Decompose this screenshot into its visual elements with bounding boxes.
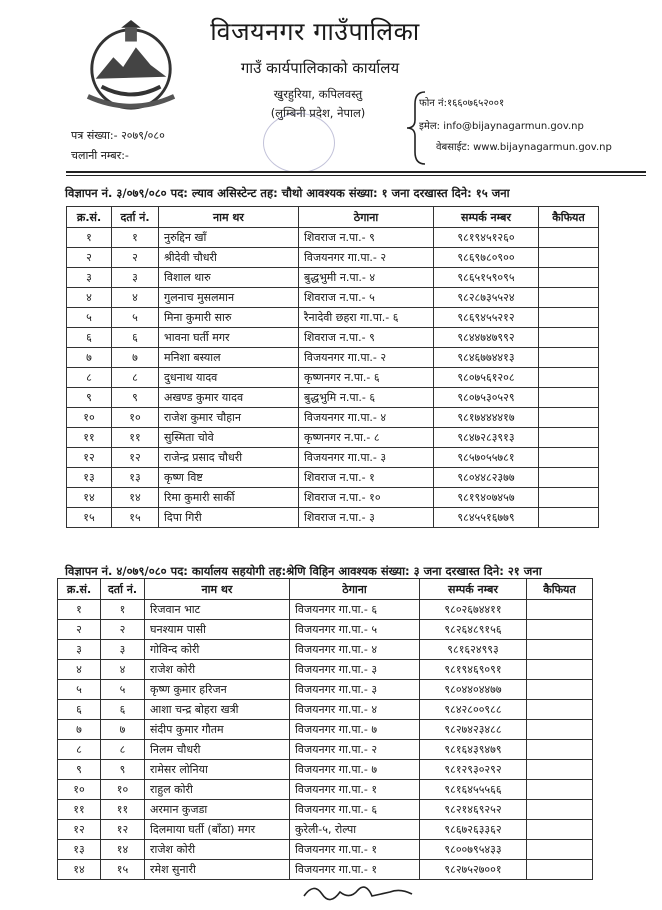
table-header-row — [58, 579, 593, 600]
table-cell: कुरेली-५, रोल्पा — [290, 820, 420, 840]
table-cell: १४ — [67, 488, 112, 508]
table-cell: रमेश सुनारी — [145, 860, 290, 880]
table-row — [58, 640, 593, 660]
table-body — [67, 228, 599, 528]
table-cell: कृष्ण कुमार हरिजन — [145, 680, 290, 700]
table-cell: ६ — [67, 328, 112, 348]
table-cell: शिवराज न.पा.- ९ — [299, 328, 434, 348]
email-address: इमेल: info@bijaynagarmun.gov.np — [419, 121, 584, 132]
table-row — [67, 468, 599, 488]
table-cell: ९८१६४३९४७९ — [420, 740, 527, 760]
table-cell: दिलमाया घर्ती (बाँठा) मगर — [145, 820, 290, 840]
table-cell: १२ — [58, 820, 101, 840]
table-cell: ९८१७४४४४१७ — [434, 408, 539, 428]
table-cell: राजेश कोरी — [145, 840, 290, 860]
table-cell: १० — [101, 780, 145, 800]
table-row — [67, 508, 599, 528]
table-cell — [539, 228, 599, 248]
table-cell: ७ — [101, 720, 145, 740]
table-cell: ४ — [67, 288, 112, 308]
table-cell: विजयनगर गा.पा.- ४ — [290, 700, 420, 720]
table-cell: ९८४४७४७९९२ — [434, 328, 539, 348]
column-header: सम्पर्क नम्बर — [434, 207, 539, 228]
table-cell: बुद्धभुमी न.पा.- ४ — [299, 268, 434, 288]
table-cell: शिवराज न.पा.- ३ — [299, 508, 434, 528]
table-cell: ९ — [67, 388, 112, 408]
table-cell — [527, 720, 593, 740]
table-cell: २ — [101, 620, 145, 640]
table-cell: ९८६७२६३३६२ — [420, 820, 527, 840]
column-header: दर्ता नं. — [101, 579, 145, 600]
table-cell: ९८४७२८३९१३ — [434, 428, 539, 448]
table-cell: घनश्याम पासी — [145, 620, 290, 640]
table-cell: १२ — [112, 448, 159, 468]
table-cell — [527, 620, 593, 640]
table-cell: विजयनगर गा.पा.- २ — [299, 348, 434, 368]
office-province: (लुम्बिनी प्रदेश, नेपाल) — [270, 106, 366, 120]
table-cell: ७ — [67, 348, 112, 368]
table-cell: ९८१९४५१२६० — [434, 228, 539, 248]
table-cell: ६ — [58, 700, 101, 720]
table-cell — [539, 488, 599, 508]
table-row — [58, 660, 593, 680]
table-cell: ९८०७५३०५२९ — [434, 388, 539, 408]
table-cell: ८ — [112, 368, 159, 388]
table-cell: ९८४६७७४४१३ — [434, 348, 539, 368]
table-row — [67, 388, 599, 408]
table-cell: ९८०४४०४४७७ — [420, 680, 527, 700]
table-cell: ९८४५५१६७७९ — [434, 508, 539, 528]
table-row — [58, 860, 593, 880]
column-header: ठेगाना — [299, 207, 434, 228]
table-row — [58, 800, 593, 820]
table-cell: २ — [112, 248, 159, 268]
table-row — [67, 308, 599, 328]
table-cell — [539, 428, 599, 448]
column-header: दर्ता नं. — [112, 207, 159, 228]
table-row — [67, 448, 599, 468]
table-cell: ९८१९४६९०९१ — [420, 660, 527, 680]
table-row — [58, 700, 593, 720]
table-cell: ३ — [58, 640, 101, 660]
table-cell: ८ — [67, 368, 112, 388]
table-cell: शिवराज न.पा.- ९ — [299, 228, 434, 248]
table-cell: ११ — [67, 428, 112, 448]
table-cell: ६ — [101, 700, 145, 720]
table-cell: १४ — [58, 860, 101, 880]
table-cell: १२ — [67, 448, 112, 468]
applicant-table-1 — [66, 206, 599, 528]
column-header: क्र.सं. — [67, 207, 112, 228]
table-row — [67, 248, 599, 268]
table-cell: ८ — [101, 740, 145, 760]
table-cell: १५ — [112, 508, 159, 528]
table-cell — [539, 348, 599, 368]
table-cell: ९८१९४०७४५७ — [434, 488, 539, 508]
table-cell: मनिशा बस्याल — [159, 348, 299, 368]
table-cell — [527, 800, 593, 820]
table-cell: ९८२७५२७००१ — [420, 860, 527, 880]
table-cell — [539, 288, 599, 308]
table-cell: १ — [101, 600, 145, 620]
table-cell: ९८०४४८२३७७ — [434, 468, 539, 488]
table-cell: विशाल थारु — [159, 268, 299, 288]
table-cell: शिवराज न.पा.- ५ — [299, 288, 434, 308]
column-header: कैफियत — [539, 207, 599, 228]
table-cell: राजेन्द्र प्रसाद चौधरी — [159, 448, 299, 468]
table-cell: ९८६५१५९०९५ — [434, 268, 539, 288]
table-cell: १० — [112, 408, 159, 428]
table-row — [67, 268, 599, 288]
table-row — [58, 760, 593, 780]
table-cell: ९८०२६७४४११ — [420, 600, 527, 620]
table-cell: विजयनगर गा.पा.- १ — [290, 780, 420, 800]
table-cell: १ — [67, 228, 112, 248]
table-cell: ३ — [67, 268, 112, 288]
table-row — [67, 288, 599, 308]
table-cell: ५ — [101, 680, 145, 700]
table-cell: ९८६९७८०९०० — [434, 248, 539, 268]
table-cell: १५ — [67, 508, 112, 528]
signature — [300, 878, 420, 906]
reference-number: पत्र संख्या:- २०७९/०८० — [71, 129, 165, 142]
table-cell — [527, 640, 593, 660]
table-cell — [527, 680, 593, 700]
table-cell: ९ — [58, 760, 101, 780]
table-cell: सुस्मिता चोवे — [159, 428, 299, 448]
table-cell: ९८२७४२३४८८ — [420, 720, 527, 740]
table-cell: १३ — [112, 468, 159, 488]
table-cell — [539, 508, 599, 528]
table-cell: विजयनगर गा.पा.- ४ — [299, 408, 434, 428]
table-cell: दिपा गिरी — [159, 508, 299, 528]
table-cell — [527, 600, 593, 620]
table-body — [58, 600, 593, 880]
table-cell — [539, 268, 599, 288]
website-address: वेबसाईट: www.bijaynagarmun.gov.np — [436, 142, 612, 153]
table-cell: १० — [58, 780, 101, 800]
column-header: सम्पर्क नम्बर — [420, 579, 527, 600]
table-cell — [539, 248, 599, 268]
table-row — [58, 840, 593, 860]
table-cell — [539, 408, 599, 428]
table-cell: विजयनगर गा.पा.- १ — [290, 840, 420, 860]
table-cell: १२ — [101, 820, 145, 840]
table-cell: १४ — [101, 840, 145, 860]
table-cell: विजयनगर गा.पा.- ५ — [290, 620, 420, 640]
table-header-row — [67, 207, 599, 228]
table-cell: कृष्णनगर न.पा.- ६ — [299, 368, 434, 388]
office-subtitle: गाउँ कार्यपालिकाको कार्यालय — [240, 59, 400, 77]
table-cell: १ — [112, 228, 159, 248]
table-cell: रिजवान भाट — [145, 600, 290, 620]
table-cell: राजेश कोरी — [145, 660, 290, 680]
table-cell — [527, 660, 593, 680]
table-cell: विजयनगर गा.पा.- १ — [290, 860, 420, 880]
dispatch-number: चलानी नम्बर:- — [71, 149, 129, 162]
table-cell: ५ — [67, 308, 112, 328]
table-cell: श्रीदेवी चौधरी — [159, 248, 299, 268]
table-row — [67, 408, 599, 428]
table-cell: राहुल कोरी — [145, 780, 290, 800]
table-cell: ९८१६४५५५६६ — [420, 780, 527, 800]
applicant-table-2 — [57, 578, 593, 880]
table-cell: बुद्धभुमि न.पा.- ६ — [299, 388, 434, 408]
table-cell: ९८६९४५५२१२ — [434, 308, 539, 328]
table-cell: २ — [58, 620, 101, 640]
table-cell: अरमान कुजडा — [145, 800, 290, 820]
table-cell — [527, 780, 593, 800]
header-divider-thin — [66, 175, 646, 176]
table-cell: विजयनगर गा.पा.- ३ — [299, 448, 434, 468]
table-cell: विजयनगर गा.पा.- ३ — [290, 660, 420, 680]
table-row — [58, 680, 593, 700]
table-row — [67, 328, 599, 348]
table-cell: ४ — [112, 288, 159, 308]
table-cell: ३ — [112, 268, 159, 288]
table-cell: निलम चौधरी — [145, 740, 290, 760]
table-cell: १३ — [67, 468, 112, 488]
table-cell: विजयनगर गा.पा.- ४ — [290, 640, 420, 660]
table-cell: अखण्ड कुमार यादव — [159, 388, 299, 408]
table-row — [58, 780, 593, 800]
table-cell: विजयनगर गा.पा.- ६ — [290, 600, 420, 620]
table-cell: शिवराज न.पा.- १ — [299, 468, 434, 488]
table-row — [67, 348, 599, 368]
table-cell: शिवराज न.पा.- १० — [299, 488, 434, 508]
table-cell: गोविन्द कोरी — [145, 640, 290, 660]
table-cell: १ — [58, 600, 101, 620]
table-cell — [527, 860, 593, 880]
table-cell: रिमा कुमारी सार्की — [159, 488, 299, 508]
office-address: खुरहुरिया, कपिलवस्तु — [273, 87, 363, 101]
table-row — [67, 368, 599, 388]
notice-heading-1: विज्ञापन नं. ३/०७९/०८० पद: ल्याव असिस्टेन्ट तह: चौथो आवश्यक संख्या: १ जना दरखास्त दिने: १५ जना — [65, 186, 510, 200]
column-header: नाम थर — [159, 207, 299, 228]
table-cell — [527, 700, 593, 720]
table-cell: ७ — [58, 720, 101, 740]
table-cell: ९८५७०५५७८१ — [434, 448, 539, 468]
header-divider — [66, 171, 646, 173]
table-cell: ९८२८७३५५२४ — [434, 288, 539, 308]
table-cell: ९८४२८००९८८ — [420, 700, 527, 720]
column-header: ठेगाना — [290, 579, 420, 600]
table-cell: ९८२६४८९१५६ — [420, 620, 527, 640]
table-cell: राजेश कुमार चौहान — [159, 408, 299, 428]
table-cell — [539, 328, 599, 348]
table-cell: ९८१६२४९९३ — [420, 640, 527, 660]
table-cell: विजयनगर गा.पा.- ७ — [290, 760, 420, 780]
table-row — [67, 428, 599, 448]
table-cell: ११ — [58, 800, 101, 820]
table-cell: ८ — [58, 740, 101, 760]
table-cell: गुलनाच मुसलमान — [159, 288, 299, 308]
table-cell: १५ — [101, 860, 145, 880]
table-row — [58, 600, 593, 620]
table-cell: कृष्णनगर न.पा.- ८ — [299, 428, 434, 448]
column-header: नाम थर — [145, 579, 290, 600]
table-cell: ९८१२९३०२९२ — [420, 760, 527, 780]
table-cell — [527, 840, 593, 860]
table-cell: रैनादेवी छहरा गा.पा.- ६ — [299, 308, 434, 328]
table-cell — [539, 448, 599, 468]
table-cell: रामेसर लोनिया — [145, 760, 290, 780]
table-cell: ५ — [112, 308, 159, 328]
table-row — [58, 620, 593, 640]
table-cell — [527, 740, 593, 760]
table-row — [67, 488, 599, 508]
table-cell: ५ — [58, 680, 101, 700]
table-cell — [527, 820, 593, 840]
column-header: क्र.सं. — [58, 579, 101, 600]
table-row — [58, 740, 593, 760]
office-stamp — [263, 113, 335, 173]
column-header: कैफियत — [527, 579, 593, 600]
table-cell: ११ — [112, 428, 159, 448]
office-name: विजयनगर गाउँपालिका — [210, 17, 420, 46]
table-cell: विजयनगर गा.पा.- २ — [290, 740, 420, 760]
table-cell: १० — [67, 408, 112, 428]
table-cell: आशा चन्द्र बोहरा खत्री — [145, 700, 290, 720]
table-cell: २ — [67, 248, 112, 268]
table-cell: संदीप कुमार गौतम — [145, 720, 290, 740]
table-cell: १३ — [58, 840, 101, 860]
table-cell: ७ — [112, 348, 159, 368]
table-cell — [539, 468, 599, 488]
government-emblem-icon — [82, 18, 180, 116]
table-cell: १४ — [112, 488, 159, 508]
table-cell: कृष्ण विष्ट — [159, 468, 299, 488]
table-cell — [539, 388, 599, 408]
table-cell: ९८०७५६१२०८ — [434, 368, 539, 388]
table-cell: ४ — [101, 660, 145, 680]
table-cell: दुधनाथ यादव — [159, 368, 299, 388]
table-cell — [539, 308, 599, 328]
table-cell: विजयनगर गा.पा.- ३ — [290, 680, 420, 700]
table-cell — [539, 368, 599, 388]
table-cell: ६ — [112, 328, 159, 348]
table-cell: ११ — [101, 800, 145, 820]
phone-number: फोन नं:१६६०७६५२००१ — [419, 98, 505, 109]
table-row — [58, 720, 593, 740]
table-cell: ९८००७९५४३३ — [420, 840, 527, 860]
table-row — [67, 228, 599, 248]
table-cell — [527, 760, 593, 780]
table-cell: विजयनगर गा.पा.- २ — [299, 248, 434, 268]
table-cell: ९ — [101, 760, 145, 780]
table-cell: विजयनगर गा.पा.- ६ — [290, 800, 420, 820]
table-row — [58, 820, 593, 840]
table-cell: मिना कुमारी सारु — [159, 308, 299, 328]
notice-heading-2: विज्ञापन नं. ४/०७९/०८० पद: कार्यालय सहयोगी तह:श्रेणि विहिन आवश्यक संख्या: ३ जना दरखास्त दिने: २१ जना — [65, 564, 542, 578]
table-cell: ४ — [58, 660, 101, 680]
table-cell: नुरुद्दिन खाँ — [159, 228, 299, 248]
table-cell: ९ — [112, 388, 159, 408]
table-cell: ९८२१४६९२५२ — [420, 800, 527, 820]
table-cell: ३ — [101, 640, 145, 660]
table-cell: विजयनगर गा.पा.- ७ — [290, 720, 420, 740]
table-cell: भावना घर्ती मगर — [159, 328, 299, 348]
